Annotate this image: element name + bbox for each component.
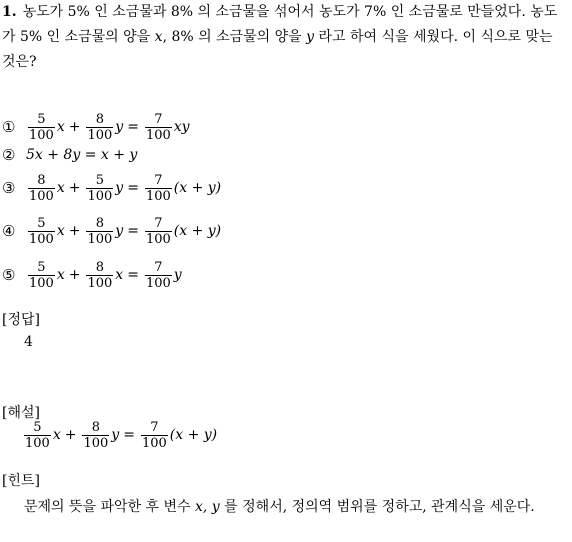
fraction-numerator: 8 — [95, 215, 105, 231]
option-1[interactable] — [2, 110, 190, 144]
fraction — [86, 173, 113, 204]
fraction-denominator: 100 — [145, 188, 171, 204]
math-operator: = — [127, 119, 139, 135]
fraction — [28, 216, 55, 247]
math-variable: x — [52, 427, 61, 443]
fraction — [145, 112, 172, 143]
question-text-part2: , 8% 의 소금물의 양을 — [162, 29, 307, 45]
math-variable: x — [56, 223, 65, 239]
fraction — [28, 173, 55, 204]
fraction — [145, 173, 172, 204]
fraction-denominator: 100 — [87, 231, 113, 247]
fraction-numerator: 5 — [37, 111, 46, 127]
fraction-numerator: 7 — [154, 215, 163, 231]
math-variable: y — [111, 427, 120, 443]
math-operator: = — [127, 267, 139, 283]
fraction — [24, 420, 51, 451]
fraction — [86, 260, 113, 291]
question-number: 1. — [2, 4, 17, 20]
fraction — [82, 420, 109, 451]
hint-text-part2: 를 정해서, 정의역 범위를 정하고, 관계식을 세운다. — [219, 499, 535, 515]
option-2[interactable] — [2, 140, 137, 170]
math-operator: + — [68, 180, 81, 196]
math-variable: x — [56, 267, 65, 283]
math-operator: + — [68, 267, 81, 283]
fraction — [86, 216, 113, 247]
fraction-denominator: 100 — [29, 275, 54, 291]
math-operator: = — [123, 427, 135, 443]
math-operator: + — [68, 119, 81, 135]
fraction — [145, 216, 172, 247]
option-5[interactable] — [2, 258, 182, 292]
option-equation — [26, 173, 221, 204]
fraction-denominator: 100 — [87, 275, 113, 291]
question-text-part3: 라고 하여 식을 세웠다. 이 식으로 맞는 것은? — [2, 29, 553, 70]
fraction-numerator: 5 — [95, 172, 105, 188]
fraction-denominator: 100 — [29, 188, 54, 204]
fraction-numerator: 7 — [150, 419, 159, 435]
hint-heading: [힌트] — [2, 473, 40, 489]
fraction-numerator: 8 — [95, 259, 105, 275]
fraction-denominator: 100 — [83, 435, 109, 451]
question-text-part1: 농도가 5% 인 소금물과 8% 의 소금물을 섞어서 농도가 7% 인 소금물로 만들었다. 농도가 5% 인 소금물의 양을 — [2, 4, 558, 45]
answer-heading: [정답] — [2, 312, 40, 328]
hint-vars: x, y — [195, 499, 220, 515]
fraction-denominator: 100 — [87, 188, 113, 204]
option-equation — [26, 216, 221, 247]
option-marker: ① — [2, 118, 16, 136]
explanation-equation — [22, 418, 217, 452]
question-text — [2, 0, 570, 75]
math-variable: y — [115, 119, 124, 135]
option-marker: ⑤ — [2, 266, 16, 284]
question-var-x: x — [154, 29, 163, 45]
hint-text-part1: 문제의 뜻을 파악한 후 변수 — [24, 499, 196, 515]
fraction-numerator: 8 — [37, 172, 46, 188]
math-variable: (x + y) — [173, 223, 222, 239]
option-equation — [26, 260, 182, 291]
fraction-numerator: 7 — [154, 259, 163, 275]
question-var-y: y — [306, 29, 315, 45]
math-operator: + — [64, 427, 77, 443]
fraction-denominator: 100 — [141, 435, 167, 451]
fraction-numerator: 5 — [37, 259, 46, 275]
fraction-numerator: 5 — [37, 215, 46, 231]
fraction-numerator: 8 — [91, 419, 101, 435]
explanation-heading: [해설] — [2, 405, 40, 421]
fraction-numerator: 7 — [154, 111, 163, 127]
fraction — [28, 112, 55, 143]
fraction-denominator: 100 — [145, 231, 171, 247]
fraction-denominator: 100 — [29, 127, 54, 143]
math-variable: y — [173, 267, 182, 283]
fraction-denominator: 100 — [87, 127, 113, 143]
math-variable: x — [56, 180, 65, 196]
option-4[interactable] — [2, 214, 221, 248]
option-3[interactable] — [2, 171, 221, 205]
math-operator: = — [127, 223, 139, 239]
option-marker: ② — [2, 146, 16, 164]
fraction-denominator: 100 — [29, 231, 54, 247]
fraction-numerator: 7 — [154, 172, 163, 188]
math-variable: (x + y) — [173, 180, 222, 196]
math-operator: = — [127, 180, 139, 196]
option-marker: ③ — [2, 179, 16, 197]
fraction — [86, 112, 113, 143]
math-variable: x — [115, 267, 124, 283]
fraction — [28, 260, 55, 291]
math-variable: x — [56, 119, 65, 135]
fraction — [141, 420, 168, 451]
fraction-denominator: 100 — [145, 275, 171, 291]
option-equation — [26, 112, 190, 143]
math-variable: y — [115, 223, 124, 239]
option-marker: ④ — [2, 222, 16, 240]
math-operator: + — [68, 223, 81, 239]
answer-value: 4 — [24, 334, 33, 350]
fraction-denominator: 100 — [145, 127, 171, 143]
option-equation: 5x + 8y = x + y — [26, 147, 138, 163]
math-variable: xy — [173, 119, 190, 135]
math-variable: y — [115, 180, 124, 196]
math-variable: (x + y) — [169, 427, 218, 443]
hint-text — [2, 495, 570, 519]
fraction-denominator: 100 — [25, 435, 50, 451]
fraction — [145, 260, 172, 291]
fraction-numerator: 5 — [33, 419, 42, 435]
fraction-numerator: 8 — [95, 111, 105, 127]
